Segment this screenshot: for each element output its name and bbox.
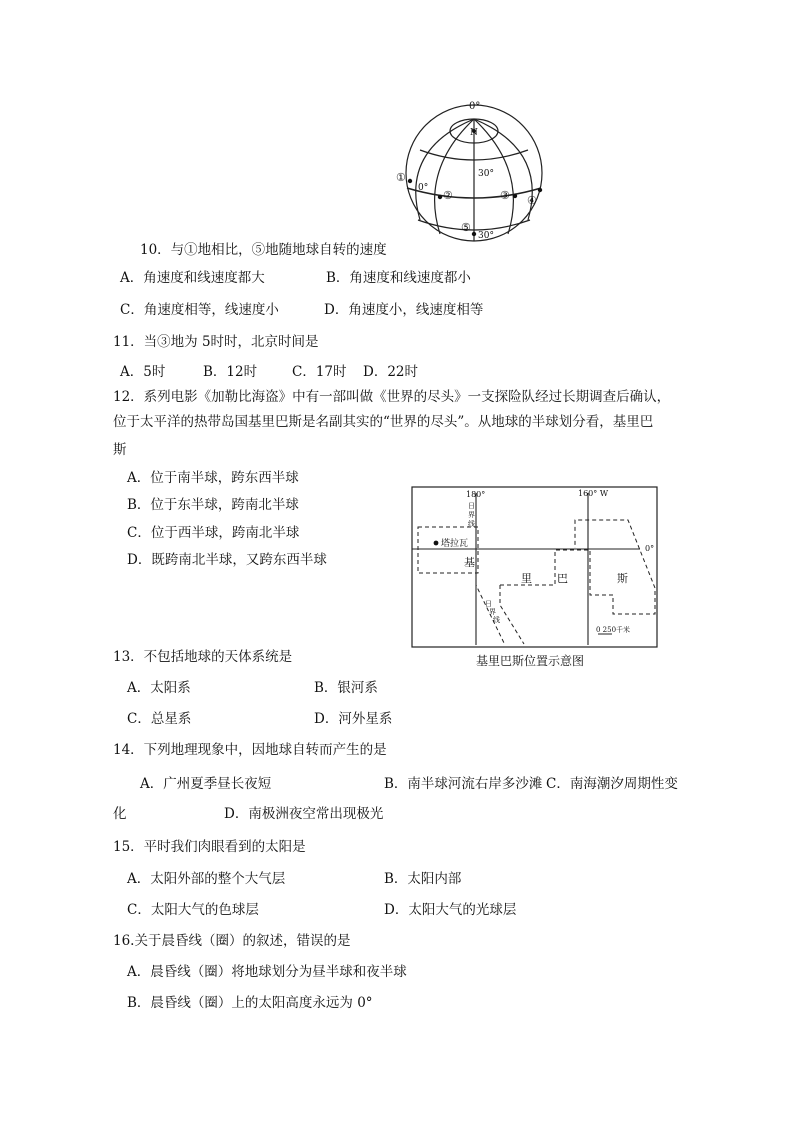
date-line-upper-2: 界: [468, 511, 475, 519]
q14-stem: 14．下列地理现象中，因地球自转而产生的是: [113, 742, 387, 758]
q11-option-c: C．17时: [292, 364, 347, 380]
q10-option-d: D．角速度小，线速度相等: [324, 302, 484, 318]
globe-point-1: ①: [396, 171, 406, 184]
globe-point-2: ②: [443, 189, 453, 202]
date-line-lower-2: 界: [489, 608, 496, 616]
q12-stem-line1: 12．系列电影《加勒比海盗》中有一部叫做《世界的尽头》一支探险队经过长期调查后确认，: [113, 389, 671, 405]
tarawa-dot: [434, 541, 439, 546]
country-char-2: 里: [521, 572, 532, 585]
q12-option-b: B．位于东半球，跨南北半球: [127, 497, 299, 513]
scale-label: 0 250千米: [596, 626, 631, 634]
q15-option-c: C．太阳大气的色球层: [127, 902, 259, 918]
middle-boundary: [500, 520, 655, 614]
tarawa-label: 塔拉瓦: [441, 539, 469, 549]
q10-option-c: C．角速度相等，线速度小: [120, 302, 279, 318]
q13-option-c: C．总星系: [127, 711, 192, 727]
q14-option-d: D．南极洲夜空常出现极光: [224, 806, 384, 822]
date-line-upper-1: 日: [468, 502, 475, 510]
map-lon-180: 180°: [466, 490, 486, 499]
q12-option-a: A．位于南半球，跨东西半球: [127, 470, 299, 486]
q13-option-a: A．太阳系: [127, 680, 191, 696]
globe-point-3: ③: [500, 189, 510, 202]
country-char-1: 基: [464, 556, 475, 569]
q12-option-d: D．既跨南北半球，又跨东西半球: [127, 552, 327, 568]
q10-stem: 10．与①地相比，⑤地随地球自转的速度: [140, 242, 387, 258]
globe-point-4: ④: [527, 194, 537, 207]
q15-option-a: A．太阳外部的整个大气层: [127, 871, 286, 887]
q11-stem: 11．当③地为 5时时，北京时间是: [113, 334, 319, 350]
q14-option-c-part1: C．南海潮汐周期性变: [546, 776, 678, 792]
globe-lat-s-label: 30°: [478, 231, 494, 241]
q13-stem: 13．不包括地球的天体系统是: [113, 649, 293, 665]
map-lon-160w: 160° W: [578, 489, 609, 498]
globe-top-label: 0°: [469, 101, 481, 112]
q16-stem: 16.关于晨昏线（圈）的叙述，错误的是: [113, 933, 351, 949]
q10-option-a: A．角速度和线速度都大: [120, 270, 265, 286]
map-caption: 基里巴斯位置示意图: [476, 654, 585, 668]
globe-point-5: ⑤: [461, 221, 471, 234]
q12-option-c: C．位于西半球，跨南北半球: [127, 525, 300, 541]
globe-pole-label: N: [470, 128, 478, 138]
country-char-3: 巴: [557, 572, 568, 585]
q15-option-d: D．太阳大气的光球层: [384, 902, 517, 918]
globe-equator-label: 0°: [418, 183, 429, 193]
q16-option-a: A．晨昏线（圈）将地球划分为昼半球和夜半球: [127, 964, 407, 980]
q14-option-a: A．广州夏季昼长夜短: [140, 776, 272, 792]
q11-option-b: B．12时: [203, 364, 258, 380]
q11-option-d: D．22时: [363, 364, 419, 380]
q11-option-a: A．5时: [120, 364, 166, 380]
country-char-4: 斯: [617, 572, 628, 585]
q15-stem: 15．平时我们肉眼看到的太阳是: [113, 839, 306, 855]
q10-option-b: B．角速度和线速度都小: [326, 270, 471, 286]
q12-stem-line2: 位于太平洋的热带岛国基里巴斯是名副其实的“世界的尽头”。从地球的半球划分看，基里巴: [113, 414, 654, 430]
q14-option-b: B．南半球河流右岸多沙滩: [384, 776, 543, 792]
q15-option-b: B．太阳内部: [384, 871, 462, 887]
q14-option-c-part2: 化: [113, 806, 127, 822]
q13-option-d: D．河外星系: [314, 711, 393, 727]
date-line-upper-3: 线: [468, 520, 475, 528]
south-boundary: [500, 585, 524, 644]
date-line-lower-3: 线: [493, 616, 500, 624]
map-equator-label: 0°: [645, 544, 655, 553]
q13-option-b: B．银河系: [314, 680, 378, 696]
date-line-lower-1: 日: [485, 600, 492, 608]
q12-stem-line3: 斯: [113, 442, 127, 458]
q16-option-b: B．晨昏线（圈）上的太阳高度永远为 0°: [127, 995, 373, 1011]
globe-lat-n-label: 30°: [478, 169, 494, 179]
map-frame: [412, 487, 657, 647]
date-line: [476, 505, 505, 645]
